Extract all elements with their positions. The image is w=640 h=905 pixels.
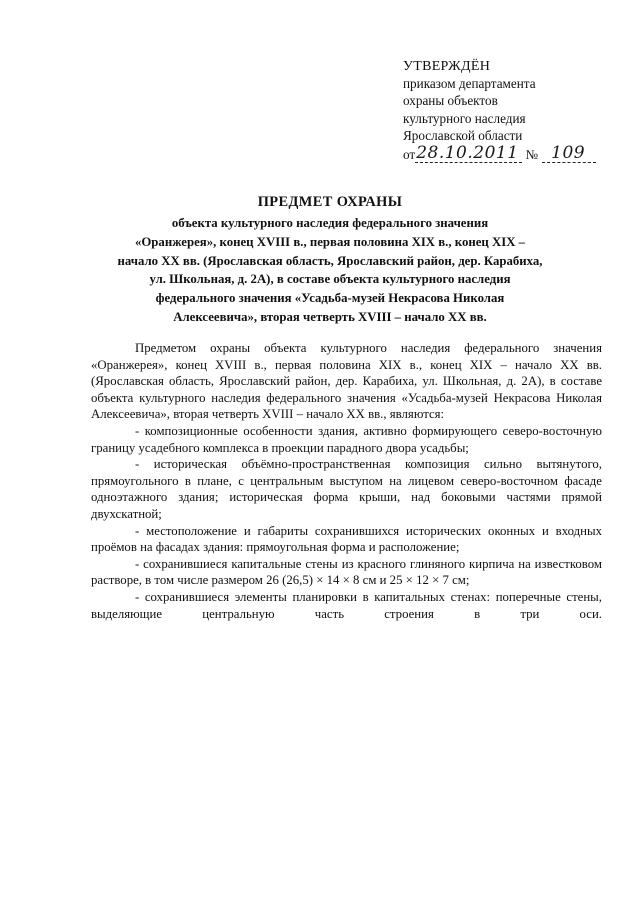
approval-line: охраны объектов <box>403 93 498 109</box>
subtitle-line: начало XX вв. (Ярославская область, Ярославский район, дер. Карабиха, <box>117 253 543 268</box>
approval-stamp-block <box>403 58 603 163</box>
subtitle-line: Алексеевича», вторая четверть XVIII – начало XX вв. <box>173 309 487 324</box>
approval-date-number-line <box>403 145 603 163</box>
subtitle-line: федерального значения «Усадьба-музей Некрасова Николая <box>155 291 505 306</box>
handwritten-order-number: 109 <box>542 145 596 163</box>
protection-item: - местоположение и габариты сохранившихся исторических оконных и входных проёмов на фасадах здания: прямоугольная форма и расположение; <box>91 523 602 555</box>
handwritten-date: 28.10.2011 <box>415 145 521 163</box>
subtitle-line: объекта культурного наследия федерального значения <box>171 216 489 230</box>
intro-paragraph: Предметом охраны объекта культурного наследия федерального значения «Оранжерея», конец XVIII в., первая половина XIX в., конец XIX – начало XX вв. (Ярославская область, Ярославский район, дер. Карабиха, ул. Школьная, д. 2А), в составе объекта культурного наследия федерального значения «Усадьба-музей Некрасова Николая Алексеевича», вторая четверть XVIII – начало XX вв., являются: <box>91 341 602 422</box>
approval-title: УТВЕРЖДЁН <box>403 59 491 74</box>
protection-item: - сохранившиеся капитальные стены из красного глиняного кирпича на известковом растворе, в том числе размером 26 (26,5) × 14 × 8 см и 25 × 12 × 7 см; <box>91 556 602 588</box>
date-prefix: от <box>403 146 416 162</box>
subtitle-line: «Оранжерея», конец XVIII в., первая половина XIX в., конец XIX – <box>134 234 526 249</box>
subtitle-line: ул. Школьная, д. 2А), в составе объекта культурного наследия <box>149 272 511 287</box>
protection-item: - композиционные особенности здания, активно формирующего северо-восточную границу усадебного комплекса в проекции парадного двора усадьбы; <box>91 423 602 455</box>
approval-line: Ярославской области <box>403 127 523 143</box>
document-subtitle <box>60 214 600 327</box>
number-prefix: № <box>525 146 539 162</box>
approval-line: приказом департамента <box>403 76 536 92</box>
protection-item: - историческая объёмно-пространственная композиция сильно вытянутого, прямоугольного в плане, с центральным выступом на лицевом северо-восточном фасаде одноэтажного здания; историческая форма крыши, над боковыми частями прямой двухскатной; <box>91 457 602 521</box>
protection-item: - сохранившиеся элементы планировки в капитальных стенах: поперечные стены, выделяющие центральную часть строения в три оси. <box>91 589 602 621</box>
document-title: ПРЕДМЕТ ОХРАНЫ <box>257 194 403 210</box>
document-body <box>91 340 602 622</box>
approval-line: культурного наследия <box>403 110 526 126</box>
